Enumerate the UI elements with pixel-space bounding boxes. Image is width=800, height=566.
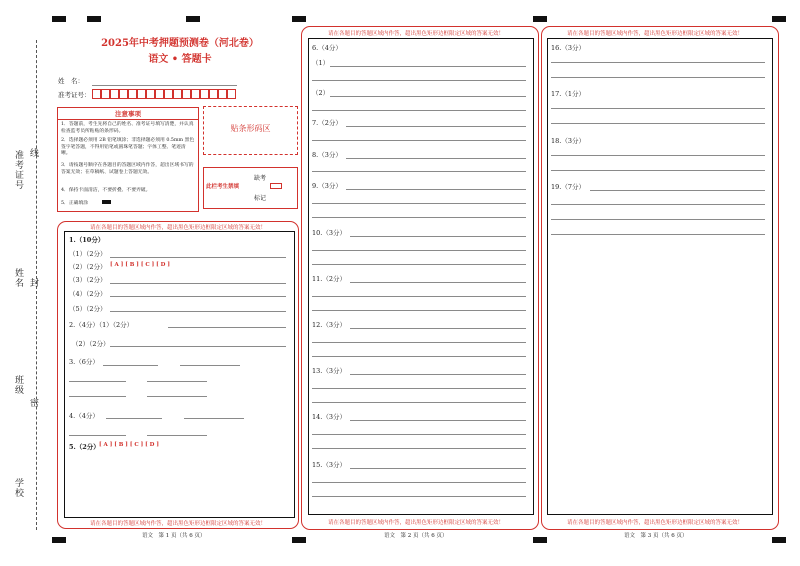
position-mark — [52, 16, 66, 22]
answer-warning: 请在各题目的答题区域内作答，超出黑色矩形边框限定区域的答案无效！ — [328, 31, 505, 37]
q15-answer-line[interactable] — [312, 482, 526, 483]
q10-answer-line[interactable] — [312, 264, 526, 265]
absent-checkbox[interactable] — [270, 183, 282, 189]
q4-answer-line[interactable] — [147, 435, 207, 436]
position-mark — [52, 537, 66, 543]
q6-1-label: （1） — [312, 59, 330, 67]
page-subtitle: 语文 • 答题卡 — [148, 54, 212, 65]
q19-answer-line[interactable] — [590, 190, 765, 191]
q3-answer-line[interactable] — [69, 396, 126, 397]
q14-label: 14.（3分） — [312, 413, 346, 421]
page-title: 2025年中考押题预测卷（河北卷） — [101, 38, 259, 49]
q17-label: 17.（1分） — [551, 90, 585, 98]
exam-no-label: 准考证号： — [58, 91, 91, 99]
position-mark — [292, 16, 306, 22]
q18-answer-line[interactable] — [551, 155, 765, 156]
q19-answer-line[interactable] — [551, 219, 765, 220]
q1-1-label: （1）（2分） — [69, 250, 107, 258]
q13-answer-line[interactable] — [350, 374, 526, 375]
q19-label: 19.（7分） — [551, 183, 585, 191]
q14-answer-line[interactable] — [312, 448, 526, 449]
q12-label: 12.（3分） — [312, 321, 346, 329]
answer-warning: 请在各题目的答题区域内作答，超出黑色矩形边框限定区域的答案无效！ — [328, 520, 505, 526]
fill-sample — [102, 200, 111, 204]
q13-answer-line[interactable] — [312, 402, 526, 403]
q3-answer-line[interactable] — [103, 365, 158, 366]
position-mark — [292, 537, 306, 543]
q3-answer-line[interactable] — [147, 396, 207, 397]
position-mark — [87, 16, 101, 22]
q1-5-label: （5）（2分） — [69, 305, 107, 313]
note-item: 4．保持卡面清洁，不要折叠、不要弄破。 — [61, 188, 151, 193]
q6-label: 6.（4分） — [312, 44, 342, 52]
q19-answer-line[interactable] — [551, 234, 765, 235]
q8-answer-line[interactable] — [346, 158, 526, 159]
q6-1-answer-line[interactable] — [330, 66, 526, 67]
q18-answer-line[interactable] — [551, 170, 765, 171]
q7-label: 7.（2分） — [312, 119, 342, 127]
q10-answer-line[interactable] — [312, 250, 526, 251]
q16-answer-line[interactable] — [551, 62, 765, 63]
q7-answer-line[interactable] — [346, 126, 526, 127]
barcode-label: 贴条形码区 — [230, 124, 271, 133]
q12-answer-line[interactable] — [312, 342, 526, 343]
q17-answer-line[interactable] — [551, 123, 765, 124]
position-mark — [533, 16, 547, 22]
q6-2-answer-line[interactable] — [330, 96, 526, 97]
side-label-school: 学校 — [13, 478, 23, 498]
q12-answer-line[interactable] — [350, 328, 526, 329]
q18-label: 18.（3分） — [551, 137, 585, 145]
q11-answer-line[interactable] — [312, 310, 526, 311]
note-item: 5．正确填涂 — [61, 201, 89, 206]
page-footer-3: 语文 第 3 页（共 6 页） — [624, 533, 688, 539]
side-label-class: 班级 — [13, 375, 23, 395]
name-label: 姓 名： — [58, 77, 84, 85]
position-mark — [533, 537, 547, 543]
q1-3-answer-line[interactable] — [110, 283, 286, 284]
answer-box-col3 — [547, 38, 773, 515]
q9-answer-line[interactable] — [312, 203, 526, 204]
q1-4-label: （4）（2分） — [69, 290, 107, 298]
name-field[interactable] — [92, 85, 237, 86]
q2-2-label: （2）（2分） — [72, 340, 110, 348]
q17-answer-line[interactable] — [551, 108, 765, 109]
q10-answer-line[interactable] — [350, 236, 526, 237]
side-label-line: 线 — [28, 148, 38, 158]
answer-warning: 请在各题目的答题区域内作答，超出黑色矩形边框限定区域的答案无效！ — [90, 521, 267, 527]
q9-answer-line[interactable] — [346, 189, 526, 190]
q9-answer-line[interactable] — [312, 217, 526, 218]
position-mark — [772, 537, 786, 543]
q15-answer-line[interactable] — [312, 496, 526, 497]
q5-options[interactable]: [ A ] [ B ] [ C ] [ D ] — [99, 442, 159, 448]
q4-answer-line[interactable] — [106, 418, 162, 419]
page-footer-2: 语文 第 2 页（共 6 页） — [384, 533, 448, 539]
q19-answer-line[interactable] — [551, 204, 765, 205]
q13-answer-line[interactable] — [312, 388, 526, 389]
q11-answer-line[interactable] — [312, 296, 526, 297]
q3-answer-line[interactable] — [180, 365, 240, 366]
q16-label: 16.（3分） — [551, 44, 585, 52]
notes-title: 注意事项 — [115, 110, 141, 118]
q10-label: 10.（3分） — [312, 229, 346, 237]
q11-label: 11.（2分） — [312, 275, 346, 283]
q6-2-label: （2） — [312, 89, 330, 97]
answer-warning: 请在各题目的答题区域内作答，超出黑色矩形边框限定区域的答案无效！ — [567, 31, 744, 37]
q9-label: 9.（3分） — [312, 182, 342, 190]
q3-answer-line[interactable] — [147, 381, 207, 382]
q5-label: 5.（2分） — [69, 443, 100, 451]
note-item: 2．选择题必须用 2B 铅笔填涂；非选择题必须用 0.5mm 黑色签字笔答题，不得用铅笔或圆珠笔答题；字体工整、笔迹清晰。 — [61, 138, 195, 156]
q15-label: 15.（3分） — [312, 461, 346, 469]
q3-label: 3.（6分） — [69, 358, 99, 366]
page-footer-1: 语文 第 1 页（共 6 页） — [142, 533, 206, 539]
q6-2-answer-line[interactable] — [312, 110, 526, 111]
q14-answer-line[interactable] — [312, 434, 526, 435]
side-label-secret: 密 — [28, 398, 38, 408]
note-item: 1．答题前，考生先将自己的姓名、准考证号填写清楚，并认真检查监考员所粘贴的条形码。 — [61, 122, 194, 134]
q12-answer-line[interactable] — [312, 356, 526, 357]
q4-label: 4.（4分） — [69, 412, 99, 420]
side-label-name: 姓名 — [13, 268, 23, 288]
q1-1-answer-line[interactable] — [110, 257, 286, 258]
absent-label-1: 缺考 — [254, 175, 267, 182]
q2-1-answer-line[interactable] — [168, 327, 286, 328]
q1-2-options[interactable]: [ A ] [ B ] [ C ] [ D ] — [110, 262, 170, 268]
q14-answer-line[interactable] — [350, 420, 526, 421]
note-item: 3．请按题号顺序在各题目的答题区域内作答，超出区域书写的答案无效；在草稿纸、试题卷上答题无效。 — [61, 163, 194, 175]
q2-2-answer-line[interactable] — [110, 346, 286, 347]
answer-warning: 请在各题目的答题区域内作答，超出黑色矩形边框限定区域的答案无效！ — [567, 520, 744, 526]
side-label-exam-no: 准考证号 — [13, 150, 23, 190]
q1-label: 1.（10分） — [69, 236, 105, 244]
q2-1-label: 2.（4分）（1）（2分） — [69, 321, 134, 329]
q7-answer-line[interactable] — [312, 140, 526, 141]
q8-label: 8.（3分） — [312, 151, 342, 159]
q1-5-answer-line[interactable] — [110, 311, 286, 312]
absent-warning: 此栏考生禁填 — [206, 184, 240, 190]
q15-answer-line[interactable] — [350, 468, 526, 469]
q4-answer-line[interactable] — [184, 418, 244, 419]
position-mark — [186, 16, 200, 22]
q13-label: 13.（3分） — [312, 367, 346, 375]
q8-answer-line[interactable] — [312, 171, 526, 172]
q16-answer-line[interactable] — [551, 77, 765, 78]
q11-answer-line[interactable] — [350, 282, 526, 283]
q3-answer-line[interactable] — [69, 381, 126, 382]
position-mark — [772, 16, 786, 22]
q4-answer-line[interactable] — [69, 435, 126, 436]
absent-label-2: 标记 — [254, 195, 267, 202]
q1-3-label: （3）（2分） — [69, 276, 107, 284]
answer-warning: 请在各题目的答题区域内作答，超出黑色矩形边框限定区域的答案无效！ — [90, 225, 267, 231]
q6-1-answer-line[interactable] — [312, 80, 526, 81]
q1-4-answer-line[interactable] — [110, 296, 286, 297]
notes-divider — [57, 119, 199, 120]
q1-2-label: （2）（2分） — [69, 263, 107, 271]
side-label-seal: 封 — [28, 278, 38, 288]
